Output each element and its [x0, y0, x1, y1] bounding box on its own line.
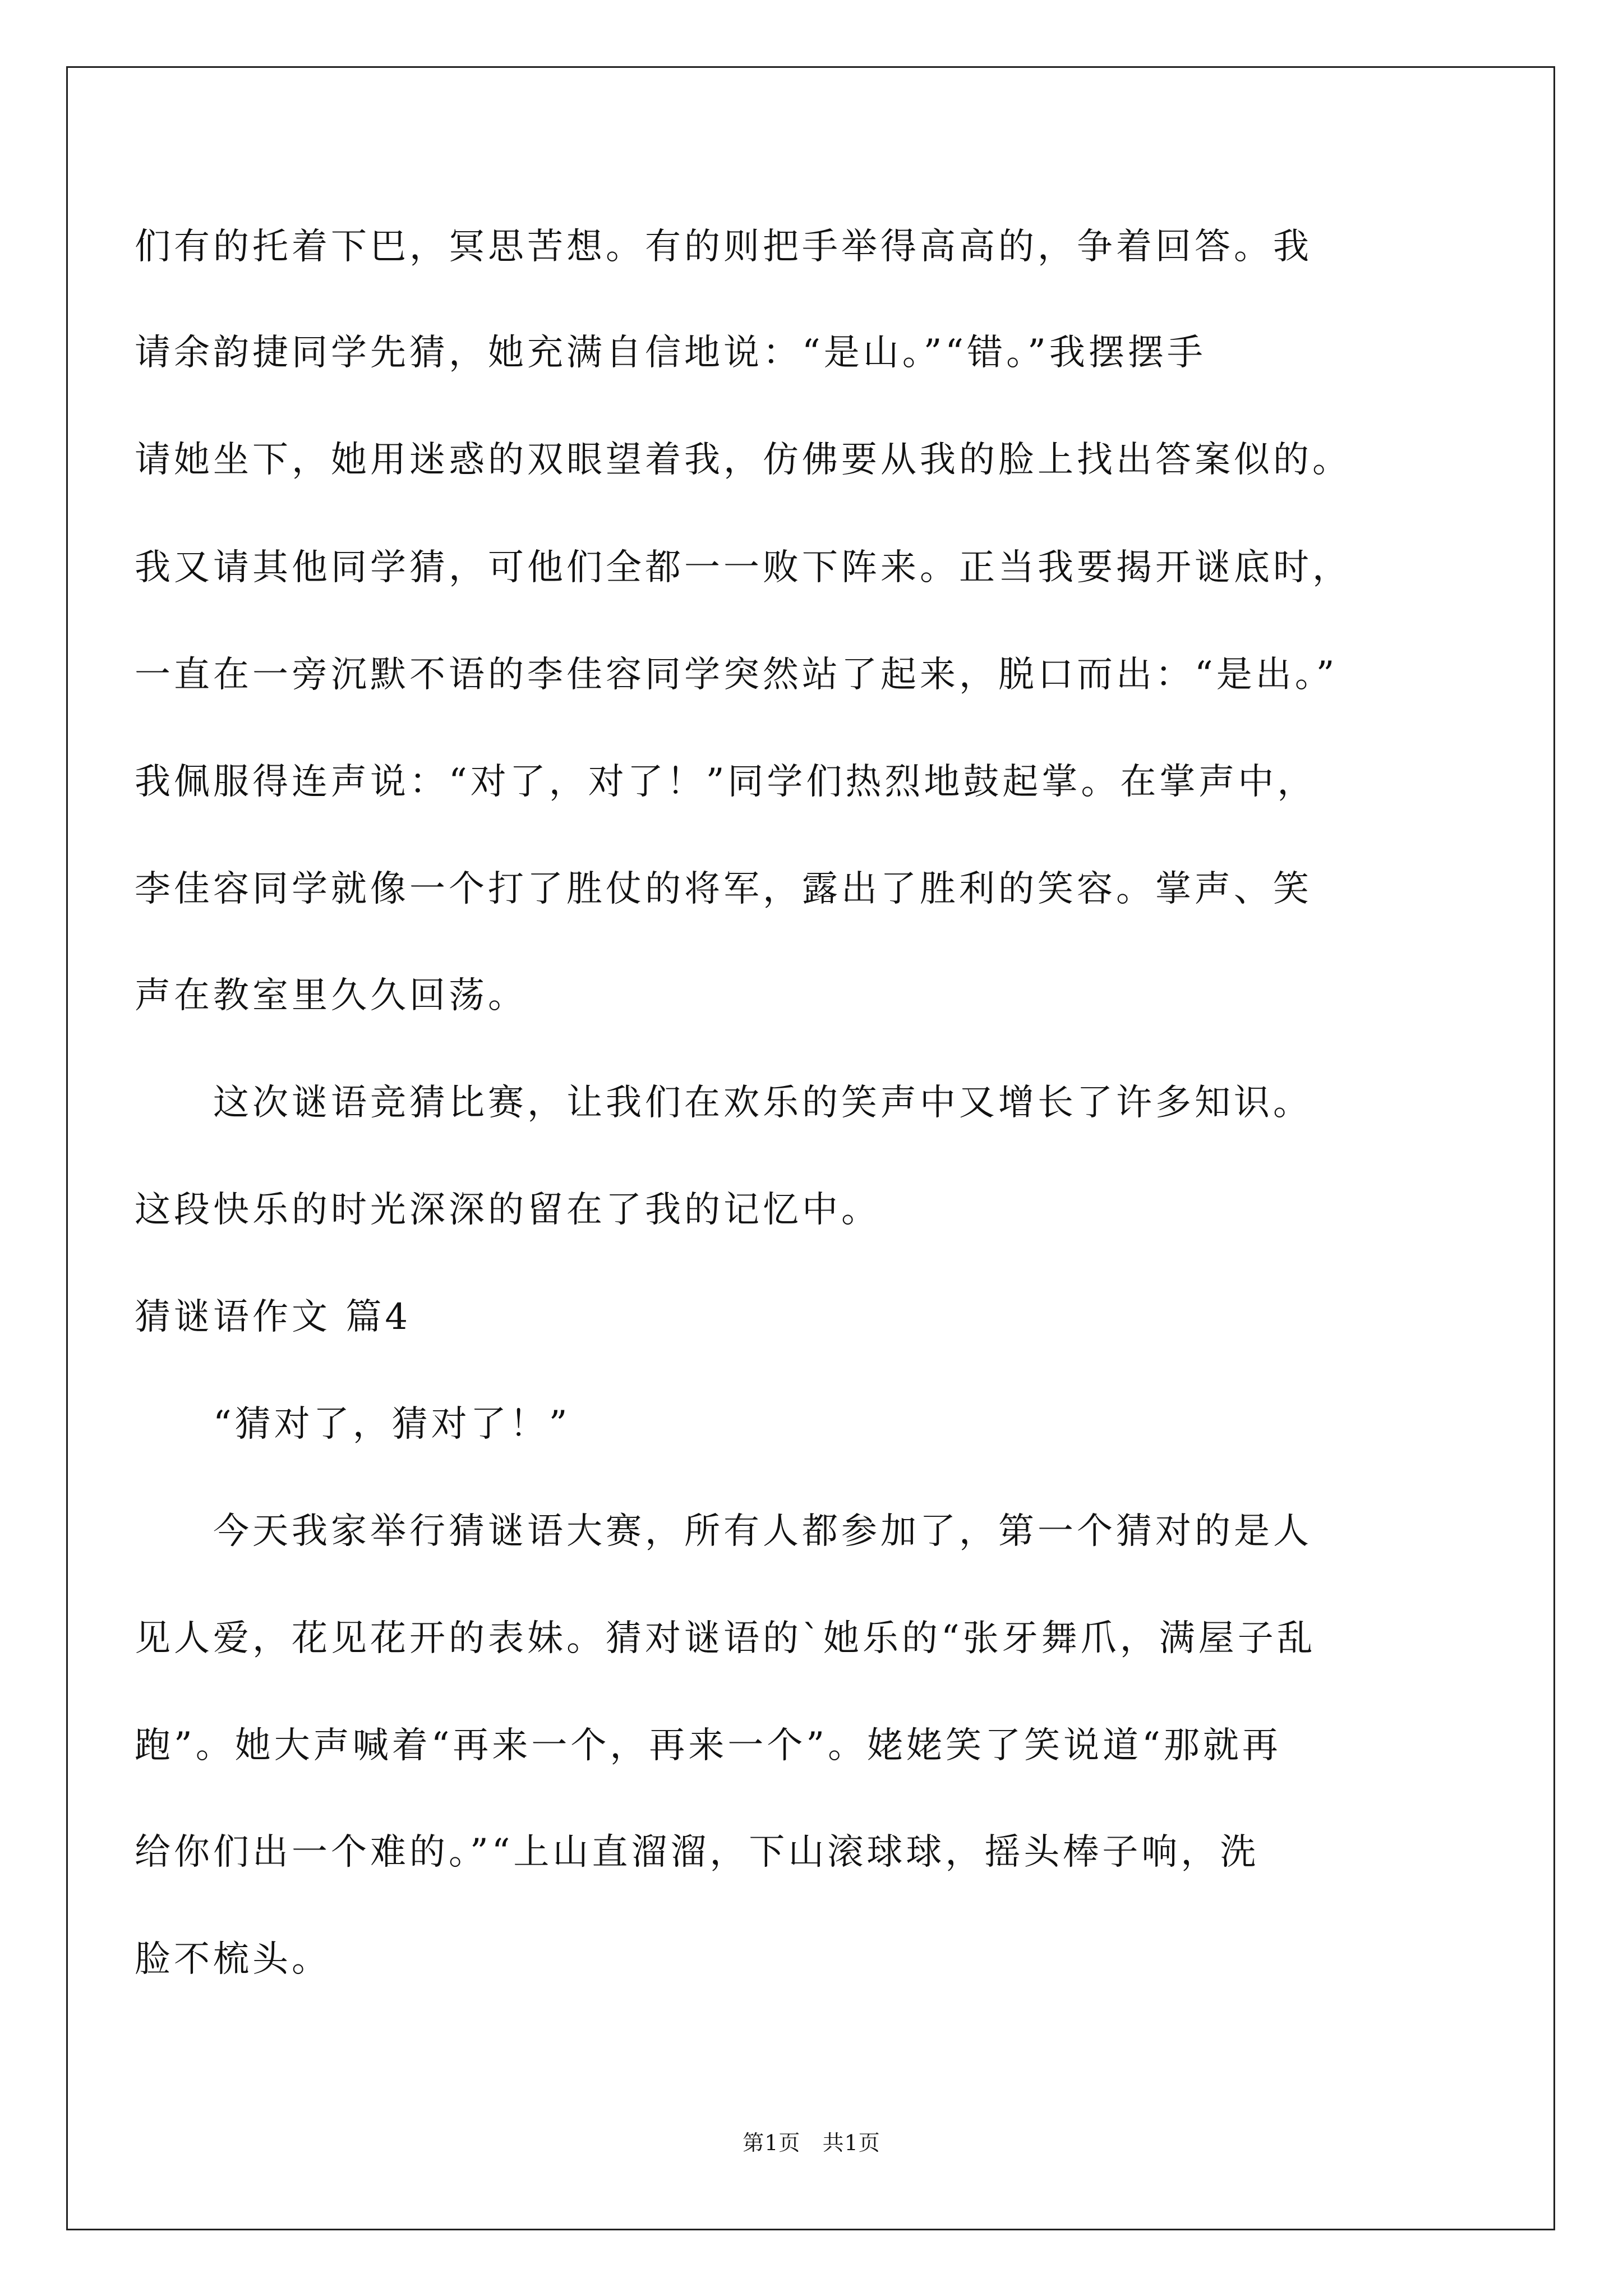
text-line: 们有的托着下巴，冥思苦想。有的则把手举得高高的，争着回答。我 [135, 226, 1312, 268]
text-line: 跑”。她大声喊着“再来一个，再来一个”。姥姥笑了笑说道“那就再 [135, 1725, 1281, 1766]
section-heading: 猜谜语作文 篇4 [135, 1296, 412, 1338]
page-border [66, 66, 1555, 2230]
text-line: 见人爱，花见花开的表妹。猜对谜语的`她乐的“张牙舞爪，满屋子乱 [135, 1618, 1316, 1659]
text-line: 声在教室里久久回荡。 [135, 975, 527, 1016]
text-line: 李佳容同学就像一个打了胜仗的将军，露出了胜利的笑容。掌声、笑 [135, 868, 1312, 910]
text-line: 我又请其他同学猜，可他们全都一一败下阵来。正当我要揭开谜底时， [135, 547, 1352, 588]
page-number-footer: 第1页 共1页 [743, 2131, 880, 2155]
text-line: 今天我家举行猜谜语大赛，所有人都参加了，第一个猜对的是人 [135, 1511, 1312, 1552]
text-line: 一直在一旁沉默不语的李佳容同学突然站了起来，脱口而出：“是出。” [135, 654, 1338, 696]
text-line: 我佩服得连声说：“对了，对了！”同学们热烈地鼓起掌。在掌声中， [135, 761, 1317, 803]
text-line: 这次谜语竞猜比赛，让我们在欢乐的笑声中又增长了许多知识。 [135, 1082, 1312, 1124]
text-line: 脸不梳头。 [135, 1939, 331, 1980]
text-line: “猜对了，猜对了！” [135, 1404, 571, 1445]
text-line: 请余韵捷同学先猜，她充满自信地说：“是山。”“错。”我摆摆手 [135, 332, 1206, 374]
text-line: 这段快乐的时光深深的留在了我的记忆中。 [135, 1189, 880, 1231]
text-line: 请她坐下，她用迷惑的双眼望着我，仿佛要从我的脸上找出答案似的。 [135, 439, 1352, 481]
text-line: 给你们出一个难的。”“上山直溜溜，下山滚球球，摇头棒子响，洗 [135, 1832, 1260, 1873]
